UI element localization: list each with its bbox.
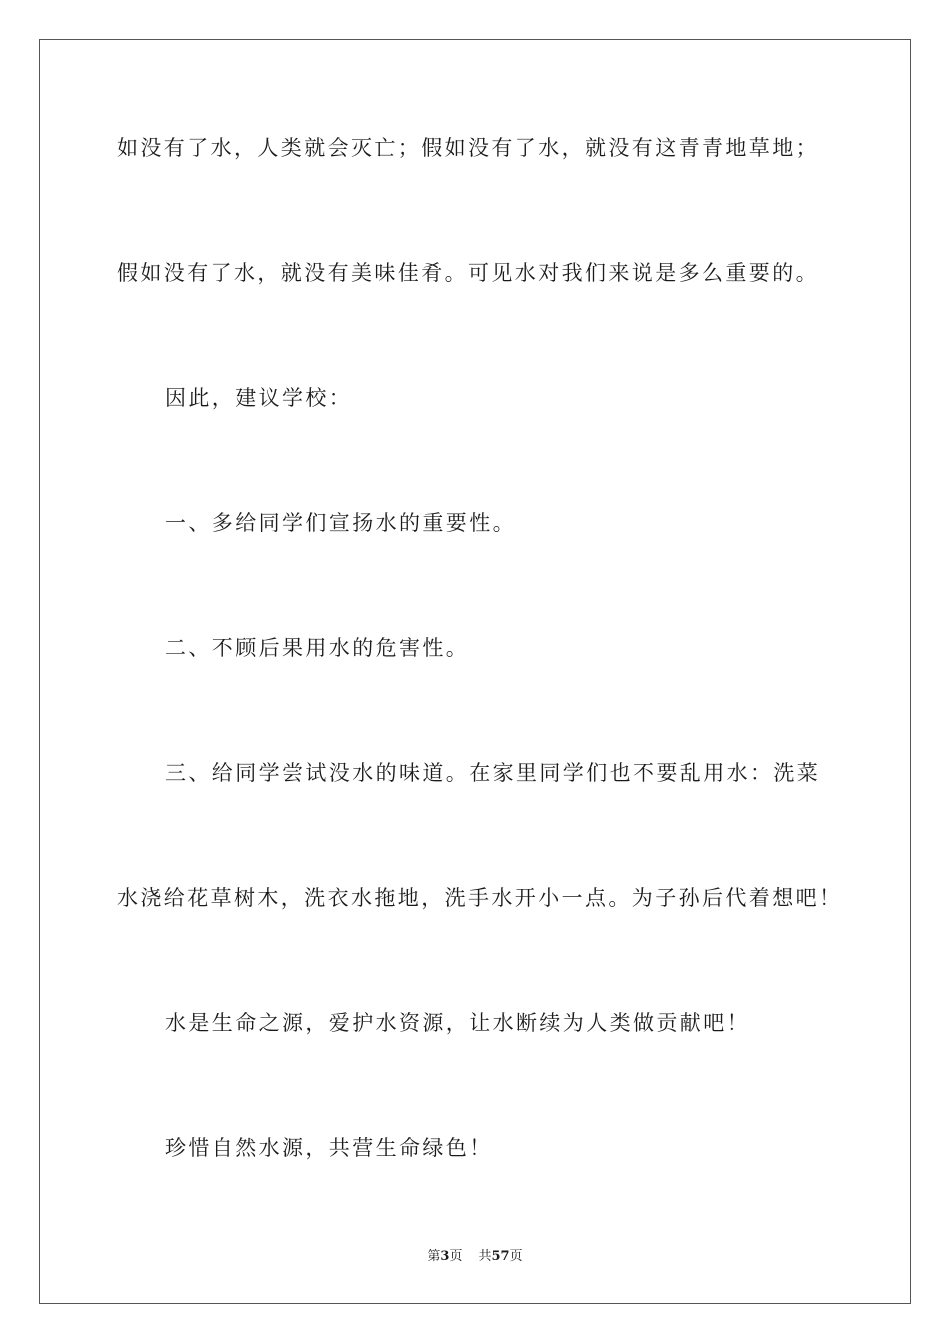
text-line-8: 水是生命之源，爱护水资源，让水断续为人类做贡献吧！ [165, 1011, 750, 1035]
text-line-5: 二、不顾后果用水的危害性。 [165, 636, 470, 660]
total-prefix: 共 [478, 1249, 492, 1264]
text-line-2: 假如没有了水，就没有美味佳肴。可见水对我们来说是多么重要的。 [117, 261, 819, 285]
page-prefix: 第 [427, 1249, 441, 1264]
total-pages: 57 [491, 1249, 510, 1264]
text-line-9: 珍惜自然水源，共营生命绿色！ [165, 1136, 493, 1160]
page-suffix: 页 [449, 1249, 463, 1264]
text-line-1: 如没有了水，人类就会灭亡；假如没有了水，就没有这青青地草地； [117, 136, 819, 160]
page-number: 3 [440, 1249, 450, 1264]
page-frame [39, 39, 911, 1304]
text-line-6: 三、给同学尝试没水的味道。在家里同学们也不要乱用水：洗菜 [165, 761, 821, 785]
text-line-3: 因此，建议学校： [165, 386, 353, 410]
text-line-7: 水浇给花草树木，洗衣水拖地，洗手水开小一点。为子孙后代着想吧！ [117, 886, 843, 910]
page-footer [0, 1248, 950, 1266]
text-line-4: 一、多给同学们宣扬水的重要性。 [165, 511, 516, 535]
total-suffix: 页 [509, 1249, 523, 1264]
